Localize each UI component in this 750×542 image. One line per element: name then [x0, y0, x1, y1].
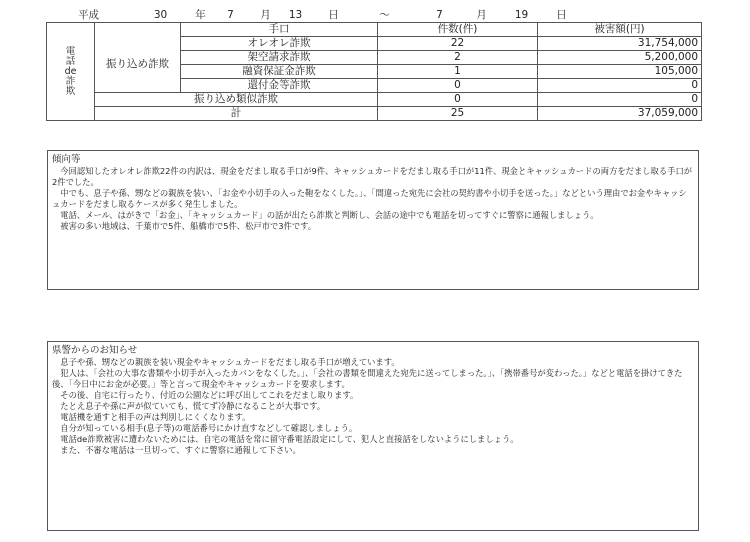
period-end-day-unit: 日 [556, 9, 567, 21]
count-cell: 1 [378, 65, 538, 79]
period-start-day: 13 [288, 9, 303, 21]
category-vertical-label: 電 話 de 詐 欺 [47, 23, 95, 121]
method-cell: 還付金等詐欺 [181, 79, 378, 93]
period-month-unit: 月 [260, 9, 271, 21]
notice-paragraph: また、不審な電話は一旦切って、すぐに警察に通報して下さい。 [52, 445, 301, 455]
damage-cell: 31,754,000 [538, 37, 702, 51]
trend-paragraph: 今回認知したオレオレ詐欺22件の内訳は、現金をだまし取る手口が9件、キャッシュカードをだまし取る手口が11件、現金とキャッシュカードの両方をだまし取る手口が2件でした。 [52, 166, 693, 187]
similar-fraud-label: 振り込め類似詐欺 [95, 93, 378, 107]
period-end-day: 19 [514, 9, 529, 21]
trend-paragraph: 中でも、息子や孫、甥などの親族を装い、「お金や小切手の入った鞄をなくした。」、「間違った宛先に会社の契約書や小切手を送った。」などという理由でお金やキャッシュカードをだまし取るケースが多く発生しました。 [52, 188, 687, 209]
damage-cell: 5,200,000 [538, 51, 702, 65]
damage-cell: 0 [538, 93, 702, 107]
count-cell: 0 [378, 79, 538, 93]
total-label: 計 [95, 107, 378, 121]
police-notice-panel [47, 341, 699, 531]
total-count: 25 [378, 107, 538, 121]
trend-panel [47, 150, 699, 290]
notice-title: 県警からのお知らせ [52, 345, 138, 356]
damage-column-header: 被害額(円) [538, 23, 702, 37]
period-range-separator: ～ [379, 9, 390, 21]
header-row [47, 23, 702, 37]
method-cell: オレオレ詐欺 [181, 37, 378, 51]
fraud-statistics-table [46, 9, 702, 121]
period-start-month: 7 [227, 9, 234, 21]
notice-paragraph: 自分が知っている相手(息子等)の電話番号にかけ直すなどして確認しましょう。 [52, 423, 358, 433]
trend-paragraph: 電話、メール、はがきで「お金」、「キャッシュカード」の話が出たら詐欺と判断し、会話の途中でも電話を切ってすぐに警察に通報しましょう。 [52, 210, 599, 220]
report-period [47, 9, 702, 23]
damage-cell: 105,000 [538, 65, 702, 79]
period-year: 30 [153, 9, 168, 21]
period-end-month-unit: 月 [476, 9, 487, 21]
method-column-header: 手口 [181, 23, 378, 37]
method-cell: 架空請求詐欺 [181, 51, 378, 65]
notice-paragraph: 電話de詐欺被害に遭わないためには、自宅の電話を常に留守番電話設定にして、犯人と直接話をしないようにしましょう。 [52, 434, 519, 444]
table-row [47, 93, 702, 107]
count-cell: 22 [378, 37, 538, 51]
count-column-header: 件数(件) [378, 23, 538, 37]
method-cell: 融資保証金詐欺 [181, 65, 378, 79]
period-row [47, 9, 702, 23]
table-row [47, 37, 702, 51]
total-damage: 37,059,000 [538, 107, 702, 121]
transfer-fraud-group-label: 振り込め詐欺 [95, 37, 181, 93]
notice-paragraph: たとえ息子や孫に声が似ていても、慌てず冷静になることが大事です。 [52, 401, 326, 411]
count-cell: 2 [378, 51, 538, 65]
period-end-month: 7 [436, 9, 443, 21]
period-day-unit: 日 [328, 9, 339, 21]
damage-cell: 0 [538, 79, 702, 93]
notice-paragraph: その後、自宅に行ったり、付近の公園などに呼び出してこれをだまし取ります。 [52, 390, 359, 400]
trend-paragraph: 被害の多い地域は、千葉市で5件、船橋市で5件、松戸市で3件です。 [52, 221, 317, 231]
notice-paragraph: 息子や孫、甥などの親族を装い現金やキャッシュカードをだまし取る手口が増えています。 [52, 357, 400, 367]
trend-title: 傾向等 [52, 154, 81, 165]
notice-paragraph: 犯人は、「会社の大事な書類や小切手が入ったカバンをなくした。」、「会社の書類を間違えた宛先に送ってしまった。」、「携帯番号が変わった。」などと電話を掛けてきた後、「今日中にお金が必要。」等と言って現金やキャッシュカードを要求します。 [52, 368, 683, 389]
period-era: 平成 [78, 9, 99, 21]
period-year-unit: 年 [195, 9, 206, 21]
total-row [47, 107, 702, 121]
count-cell: 0 [378, 93, 538, 107]
notice-paragraph: 電話機を通すと相手の声は判別しにくくなります。 [52, 412, 251, 422]
